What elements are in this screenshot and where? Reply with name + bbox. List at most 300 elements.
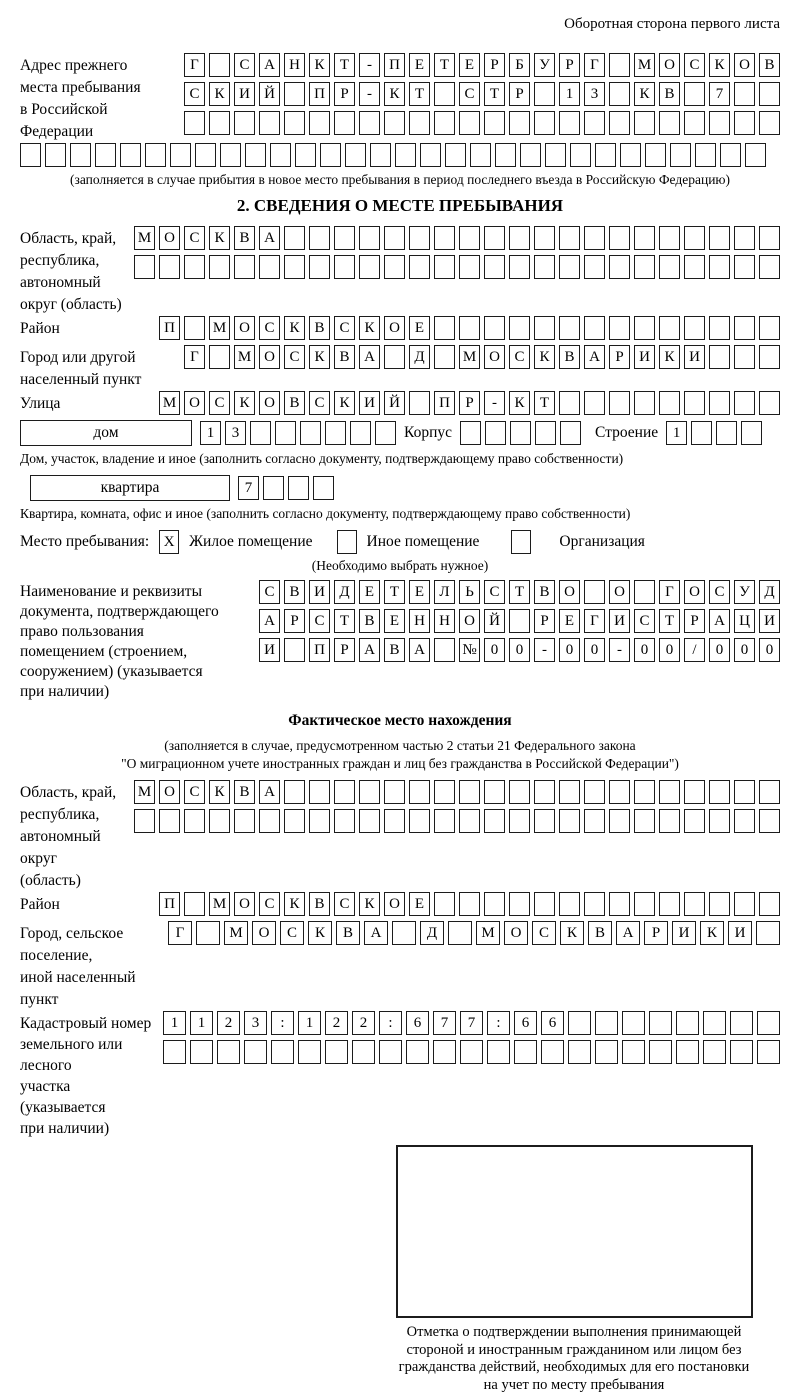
char-box: Ь — [459, 580, 480, 604]
char-box — [484, 809, 505, 833]
char-box — [759, 82, 780, 106]
char-box — [209, 809, 230, 833]
char-box — [759, 316, 780, 340]
char-box — [541, 1040, 564, 1064]
char-box: С — [509, 345, 530, 369]
char-box: - — [534, 638, 555, 662]
char-box — [434, 111, 455, 135]
char-box: С — [634, 609, 655, 633]
char-box — [509, 255, 530, 279]
char-box — [459, 809, 480, 833]
char-box: А — [359, 345, 380, 369]
char-box: 6 — [514, 1011, 537, 1035]
korpus-label: Корпус — [404, 424, 452, 441]
char-box: С — [459, 82, 480, 106]
char-box: 2 — [325, 1011, 348, 1035]
char-box: Т — [434, 53, 455, 77]
char-box — [676, 1011, 699, 1035]
char-box: Т — [409, 82, 430, 106]
char-box: В — [284, 580, 305, 604]
char-box — [313, 476, 334, 500]
char-box — [434, 82, 455, 106]
char-box: 6 — [541, 1011, 564, 1035]
confirmation-area — [368, 1145, 780, 1394]
char-box — [485, 421, 506, 445]
char-box — [709, 809, 730, 833]
char-box: А — [259, 226, 280, 250]
char-box — [609, 391, 630, 415]
region-row-1 — [134, 226, 780, 250]
char-box — [209, 255, 230, 279]
char-box — [309, 780, 330, 804]
char-box: К — [560, 921, 584, 945]
char-box: - — [609, 638, 630, 662]
char-box: С — [334, 316, 355, 340]
char-box — [334, 111, 355, 135]
char-box: К — [234, 391, 255, 415]
char-box — [684, 391, 705, 415]
char-box: К — [309, 53, 330, 77]
char-box — [234, 255, 255, 279]
char-box: 0 — [659, 638, 680, 662]
char-box — [20, 143, 41, 167]
char-box: Г — [659, 580, 680, 604]
actual-location-note-2: "О миграционном учете иностранных граждан и лиц без гражданства в Российской Федерации") — [121, 756, 679, 771]
char-box — [263, 476, 284, 500]
char-box — [134, 255, 155, 279]
char-box: Д — [759, 580, 780, 604]
char-box — [584, 780, 605, 804]
char-box — [659, 316, 680, 340]
char-box: К — [534, 345, 555, 369]
char-box: Й — [384, 391, 405, 415]
char-box: Г — [184, 345, 205, 369]
char-box — [359, 226, 380, 250]
char-box: Р — [484, 53, 505, 77]
apartment-note: Квартира, комната, офис и иное (заполнить согласно документу, подтверждающему право собственности) — [20, 506, 631, 521]
house-number-cells — [200, 421, 396, 445]
char-box: С — [280, 921, 304, 945]
char-box: 2 — [352, 1011, 375, 1035]
char-box — [584, 892, 605, 916]
actual-region-row-2 — [134, 809, 780, 833]
char-box — [709, 111, 730, 135]
char-box — [534, 226, 555, 250]
apartment-cells — [238, 476, 334, 500]
char-box — [709, 316, 730, 340]
char-box — [459, 892, 480, 916]
title-document-row-3 — [259, 638, 780, 662]
char-box — [170, 143, 191, 167]
char-box — [184, 255, 205, 279]
char-box: М — [134, 226, 155, 250]
region-label: Область, край, республика, автономный округ (область) — [20, 230, 122, 313]
char-box — [434, 255, 455, 279]
char-box — [609, 255, 630, 279]
char-box: В — [534, 580, 555, 604]
char-box — [220, 143, 241, 167]
char-box: Ц — [734, 609, 755, 633]
char-box: К — [709, 53, 730, 77]
char-box — [757, 1040, 780, 1064]
char-box — [634, 226, 655, 250]
char-box — [510, 421, 531, 445]
char-box — [595, 143, 616, 167]
char-box — [734, 82, 755, 106]
char-box — [741, 421, 762, 445]
char-box — [709, 391, 730, 415]
char-box — [759, 255, 780, 279]
apartment-field: квартира — [30, 475, 230, 501]
char-box — [392, 921, 416, 945]
region-block — [20, 226, 780, 316]
char-box — [484, 226, 505, 250]
char-box — [459, 316, 480, 340]
char-box — [584, 226, 605, 250]
char-box — [634, 255, 655, 279]
char-box — [684, 780, 705, 804]
char-box — [270, 143, 291, 167]
char-box — [509, 316, 530, 340]
char-box — [595, 1040, 618, 1064]
char-box — [559, 892, 580, 916]
char-box: Р — [284, 609, 305, 633]
actual-district-label: Район — [20, 896, 60, 913]
char-box — [584, 111, 605, 135]
char-box: 0 — [759, 638, 780, 662]
prev-address-note: (заполняется в случае прибытия в новое место пребывания в период последнего въезда в Российскую Федерацию) — [69, 172, 731, 187]
char-box: О — [659, 53, 680, 77]
cadastre-row-2 — [163, 1040, 780, 1064]
char-box — [620, 143, 641, 167]
char-box: А — [616, 921, 640, 945]
char-box: В — [559, 345, 580, 369]
char-box — [384, 111, 405, 135]
char-box — [649, 1011, 672, 1035]
char-box: К — [659, 345, 680, 369]
char-box — [609, 226, 630, 250]
char-box — [634, 316, 655, 340]
cadastre-label: Кадастровый номер земельного или лесного участка (указывается при наличии) — [20, 1015, 152, 1137]
char-box — [370, 143, 391, 167]
char-box — [584, 809, 605, 833]
char-box: Т — [659, 609, 680, 633]
char-box — [284, 82, 305, 106]
char-box — [595, 1011, 618, 1035]
char-box — [559, 111, 580, 135]
char-box: С — [259, 316, 280, 340]
actual-city-label: Город, сельское поселение, иной населенный пункт — [20, 925, 136, 1008]
char-box: И — [634, 345, 655, 369]
char-box: 1 — [559, 82, 580, 106]
char-box: В — [284, 391, 305, 415]
char-box: С — [334, 892, 355, 916]
char-box: 1 — [298, 1011, 321, 1035]
char-box: У — [534, 53, 555, 77]
char-box — [570, 143, 591, 167]
apartment-row — [20, 475, 780, 501]
char-box: В — [336, 921, 360, 945]
char-box — [320, 143, 341, 167]
char-box — [309, 255, 330, 279]
char-box — [609, 809, 630, 833]
char-box: В — [384, 638, 405, 662]
stroenie-cells — [666, 421, 762, 445]
char-box: Б — [509, 53, 530, 77]
title-document-row-1 — [259, 580, 780, 604]
char-box: А — [584, 345, 605, 369]
char-box: 1 — [666, 421, 687, 445]
char-box — [609, 780, 630, 804]
region-row-2 — [134, 255, 780, 279]
char-box: К — [284, 892, 305, 916]
char-box — [684, 892, 705, 916]
char-box — [459, 111, 480, 135]
char-box — [634, 580, 655, 604]
char-box: И — [309, 580, 330, 604]
char-box: О — [234, 316, 255, 340]
char-box: М — [209, 892, 230, 916]
char-box: Г — [584, 609, 605, 633]
char-box: С — [709, 580, 730, 604]
char-box — [184, 316, 205, 340]
char-box — [684, 809, 705, 833]
char-box — [484, 255, 505, 279]
char-box — [395, 143, 416, 167]
char-box — [409, 111, 430, 135]
char-box — [434, 809, 455, 833]
char-box — [535, 421, 556, 445]
char-box — [409, 780, 430, 804]
char-box — [759, 226, 780, 250]
korpus-cells — [460, 421, 581, 445]
char-box — [634, 892, 655, 916]
char-box — [163, 1040, 186, 1064]
char-box — [406, 1040, 429, 1064]
char-box: А — [259, 53, 280, 77]
char-box: 0 — [709, 638, 730, 662]
char-box — [684, 82, 705, 106]
char-box — [684, 226, 705, 250]
char-box — [730, 1040, 753, 1064]
char-box: О — [234, 892, 255, 916]
char-box: О — [159, 226, 180, 250]
char-box — [288, 476, 309, 500]
char-box — [734, 255, 755, 279]
char-box — [409, 226, 430, 250]
char-box: Т — [509, 580, 530, 604]
char-box — [559, 809, 580, 833]
char-box — [309, 809, 330, 833]
char-box — [734, 111, 755, 135]
char-box — [209, 345, 230, 369]
char-box: Г — [584, 53, 605, 77]
char-box — [734, 316, 755, 340]
char-box — [359, 255, 380, 279]
char-box: В — [234, 226, 255, 250]
char-box — [495, 143, 516, 167]
char-box — [434, 345, 455, 369]
street-label: Улица — [20, 395, 61, 412]
char-box — [584, 580, 605, 604]
char-box — [670, 143, 691, 167]
char-box: : — [379, 1011, 402, 1035]
char-box: - — [359, 82, 380, 106]
char-box — [559, 391, 580, 415]
char-box: К — [634, 82, 655, 106]
char-box: 0 — [509, 638, 530, 662]
char-box — [649, 1040, 672, 1064]
char-box — [509, 226, 530, 250]
char-box — [734, 391, 755, 415]
char-box: 0 — [559, 638, 580, 662]
char-box: М — [134, 780, 155, 804]
char-box — [120, 143, 141, 167]
char-box — [684, 255, 705, 279]
actual-location-title: Фактическое место нахождения — [288, 712, 512, 729]
char-box — [509, 609, 530, 633]
actual-district-row — [159, 892, 780, 916]
char-box: И — [259, 638, 280, 662]
char-box — [534, 316, 555, 340]
char-box — [695, 143, 716, 167]
char-box — [434, 316, 455, 340]
char-box: Н — [409, 609, 430, 633]
char-box — [484, 892, 505, 916]
char-box: Н — [434, 609, 455, 633]
house-field: дом — [20, 420, 192, 446]
char-box — [334, 226, 355, 250]
char-box — [284, 255, 305, 279]
char-box — [325, 1040, 348, 1064]
actual-city-row — [168, 921, 780, 945]
char-box: И — [728, 921, 752, 945]
char-box — [684, 316, 705, 340]
char-box — [234, 809, 255, 833]
char-box — [271, 1040, 294, 1064]
char-box — [409, 391, 430, 415]
confirmation-stamp-box — [396, 1145, 753, 1318]
prev-address-label: Адрес прежнего места пребывания в Российской Федерации — [20, 57, 141, 140]
char-box — [275, 421, 296, 445]
char-box — [514, 1040, 537, 1064]
char-box — [634, 809, 655, 833]
char-box: И — [684, 345, 705, 369]
char-box — [250, 421, 271, 445]
char-box — [759, 391, 780, 415]
char-box — [434, 638, 455, 662]
char-box: С — [484, 580, 505, 604]
char-box — [734, 780, 755, 804]
char-box: 1 — [200, 421, 221, 445]
char-box — [609, 53, 630, 77]
char-box — [45, 143, 66, 167]
char-box — [734, 809, 755, 833]
char-box — [245, 143, 266, 167]
char-box — [195, 143, 216, 167]
char-box: : — [487, 1011, 510, 1035]
stay-option-other-label: Иное помещение — [366, 533, 480, 550]
char-box: Е — [559, 609, 580, 633]
char-box — [509, 892, 530, 916]
stay-place-row — [20, 530, 780, 554]
char-box: М — [634, 53, 655, 77]
prev-address-row-2 — [184, 82, 780, 106]
char-box: 7 — [709, 82, 730, 106]
char-box — [234, 111, 255, 135]
char-box — [209, 53, 230, 77]
char-box — [334, 809, 355, 833]
char-box: 0 — [734, 638, 755, 662]
char-box: С — [209, 391, 230, 415]
char-box: 0 — [484, 638, 505, 662]
char-box — [659, 226, 680, 250]
char-box — [284, 226, 305, 250]
char-box — [676, 1040, 699, 1064]
char-box — [534, 892, 555, 916]
char-box — [350, 421, 371, 445]
char-box — [448, 921, 472, 945]
title-document-block — [20, 580, 780, 702]
char-box — [659, 780, 680, 804]
char-box: О — [684, 580, 705, 604]
char-box: С — [532, 921, 556, 945]
actual-district-block — [20, 892, 780, 921]
actual-region-row-1 — [134, 780, 780, 804]
char-box: У — [734, 580, 755, 604]
char-box — [295, 143, 316, 167]
char-box: О — [184, 391, 205, 415]
char-box: Й — [484, 609, 505, 633]
confirmation-caption: Отметка о подтверждении выполнения принимающей стороной и иностранным гражданином или лицом без гражданства действий, необходимых для его постановки на учет по месту пребывания — [398, 1324, 750, 1393]
char-box — [433, 1040, 456, 1064]
char-box — [484, 780, 505, 804]
char-box — [259, 111, 280, 135]
cadastre-row-1 — [163, 1011, 780, 1035]
char-box: К — [284, 316, 305, 340]
stroenie-label: Строение — [595, 424, 659, 441]
char-box — [445, 143, 466, 167]
house-note: Дом, участок, владение и иное (заполнить согласно документу, подтверждающему право собственности) — [20, 451, 624, 466]
char-box: С — [309, 391, 330, 415]
char-box: А — [259, 609, 280, 633]
char-box: К — [309, 345, 330, 369]
char-box — [159, 255, 180, 279]
char-box: К — [209, 780, 230, 804]
char-box: Р — [534, 609, 555, 633]
char-box — [325, 421, 346, 445]
char-box — [609, 111, 630, 135]
char-box — [184, 111, 205, 135]
char-box — [459, 226, 480, 250]
char-box — [559, 255, 580, 279]
char-box — [309, 111, 330, 135]
char-box: С — [234, 53, 255, 77]
char-box — [487, 1040, 510, 1064]
char-box: 2 — [217, 1011, 240, 1035]
char-box — [584, 316, 605, 340]
char-box: И — [359, 391, 380, 415]
char-box: Р — [684, 609, 705, 633]
char-box: Р — [559, 53, 580, 77]
char-box — [145, 143, 166, 167]
char-box — [759, 809, 780, 833]
stay-option-residential-checkbox: X — [159, 530, 179, 554]
char-box — [217, 1040, 240, 1064]
char-box: П — [159, 892, 180, 916]
char-box — [384, 780, 405, 804]
char-box: М — [224, 921, 248, 945]
